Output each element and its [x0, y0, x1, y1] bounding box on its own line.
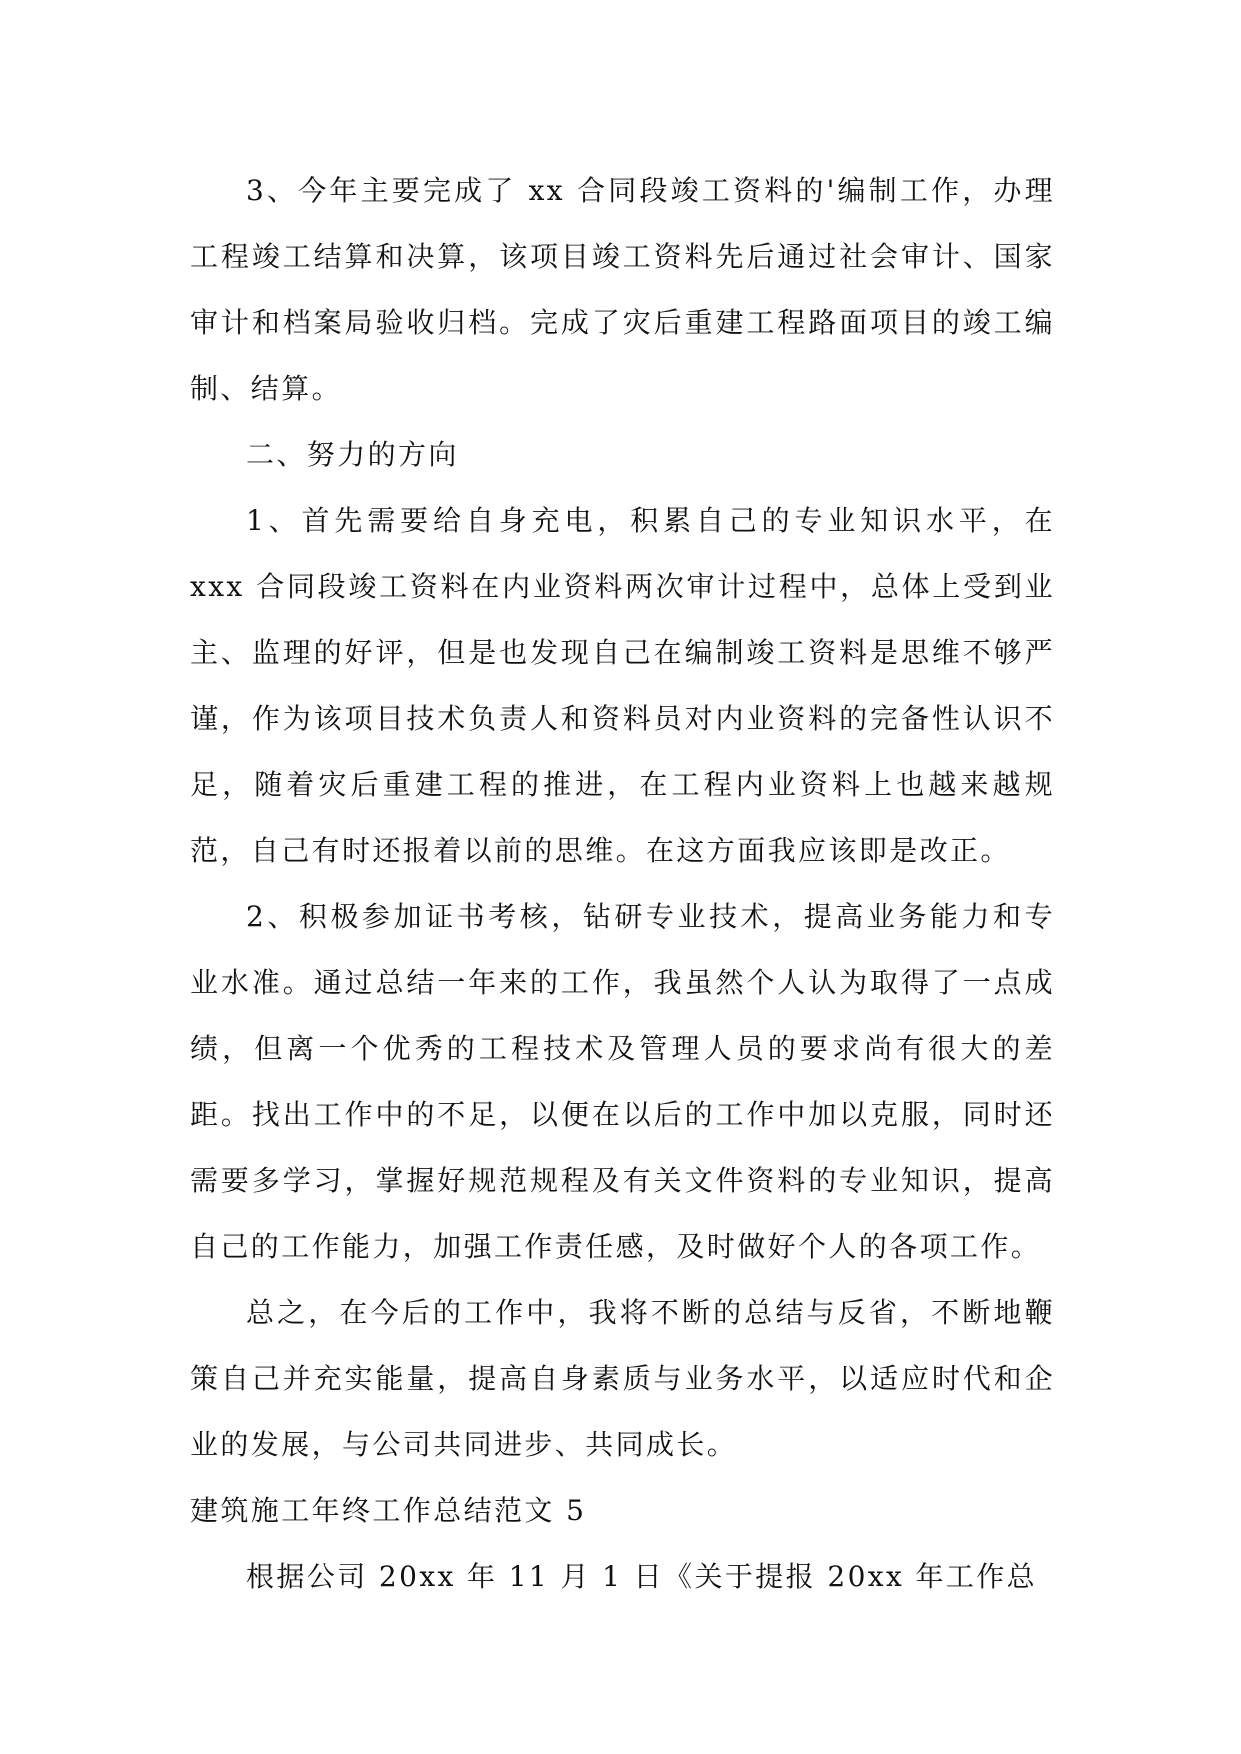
paragraph-item-3-summary: 3、今年主要完成了 xx 合同段竣工资料的'编制工作，办理工程竣工结算和决算，该项目竣工资料先后通过社会审计、国家审计和档案局验收归档。完成了灾后重建工程路面项目的竣工编制、结算。 — [190, 174, 1055, 405]
article-title: 建筑施工年终工作总结范文 5 — [190, 1494, 587, 1527]
section-heading-direction: 二、努力的方向 — [246, 438, 459, 471]
paragraph-article-opening: 根据公司 20xx 年 11 月 1 日《关于提报 20xx 年工作总 — [246, 1560, 1038, 1593]
document-body — [190, 158, 1055, 1610]
paragraph-item-2-certification: 2、积极参加证书考核，钻研专业技术，提高业务能力和专业水准。通过总结一年来的工作，我虽然个人认为取得了一点成绩，但离一个优秀的工程技术及管理人员的要求尚有很大的差距。找出工作中的不足，以便在以后的工作中加以克服，同时还需要多学习，掌握好规范规程及有关文件资料的专业知识，提高自己的工作能力，加强工作责任感，及时做好个人的各项工作。 — [190, 900, 1055, 1263]
paragraph-item-1-self-improvement: 1、首先需要给自身充电，积累自己的专业知识水平，在 xxx 合同段竣工资料在内业资料两次审计过程中，总体上受到业主、监理的好评，但是也发现自己在编制竣工资料是思维不够严谨，作为该项目技术负责人和资料员对内业资料的完备性认识不足，随着灾后重建工程的推进，在工程内业资料上也越来越规范，自己有时还报着以前的思维。在这方面我应该即是改正。 — [190, 504, 1055, 867]
paragraph-conclusion: 总之，在今后的工作中，我将不断的总结与反省，不断地鞭策自己并充实能量，提高自身素质与业务水平，以适应时代和企业的发展，与公司共同进步、共同成长。 — [190, 1296, 1055, 1461]
